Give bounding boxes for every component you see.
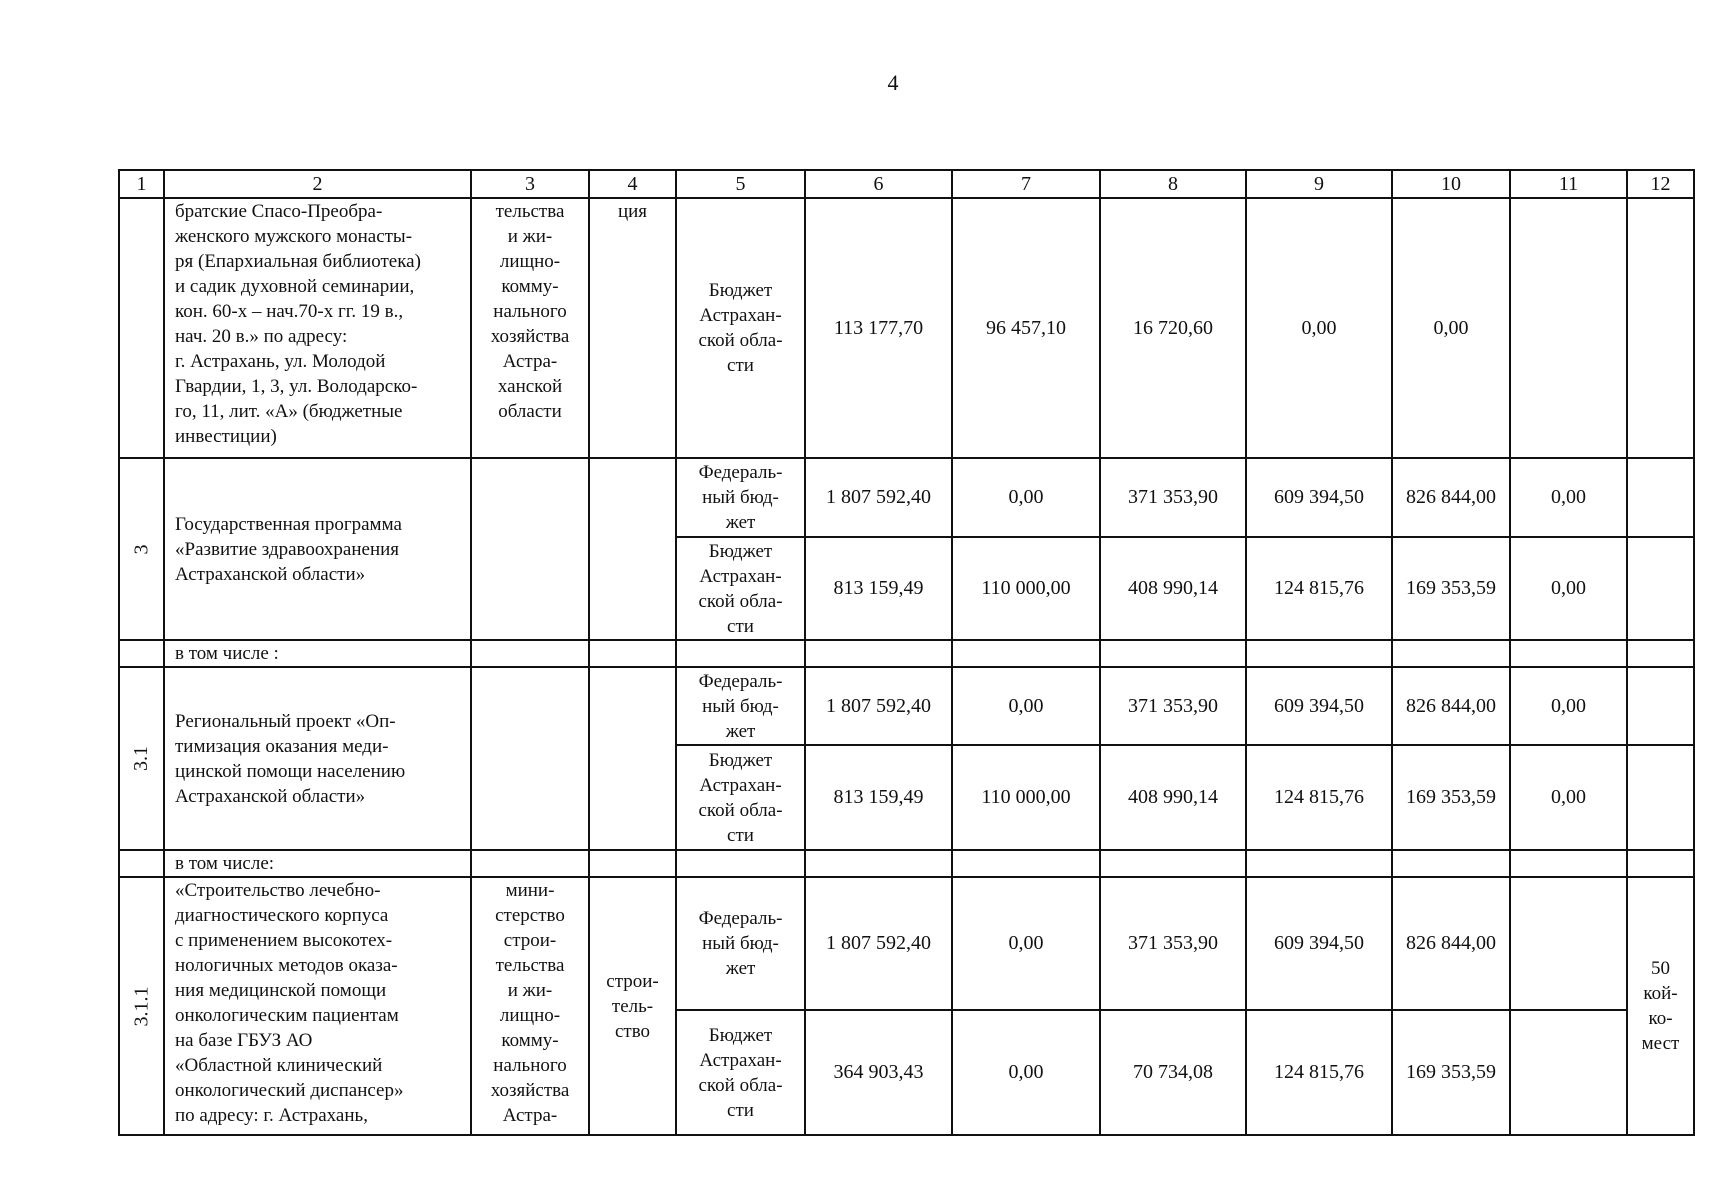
value-cell: 408 990,14 xyxy=(1100,537,1246,640)
funding-source-cell: Федераль- ный бюд- жет xyxy=(676,458,805,537)
row-number-cell xyxy=(119,198,164,458)
value-cell xyxy=(1627,667,1694,745)
empty-cell xyxy=(676,640,805,667)
value-cell: 1 807 592,40 xyxy=(805,877,952,1010)
empty-cell xyxy=(805,850,952,877)
value-cell: 609 394,50 xyxy=(1246,458,1392,537)
value-cell: 0,00 xyxy=(1392,198,1510,458)
value-cell: 813 159,49 xyxy=(805,537,952,640)
empty-cell xyxy=(1510,850,1627,877)
value-cell: 371 353,90 xyxy=(1100,458,1246,537)
value-cell: 70 734,08 xyxy=(1100,1010,1246,1135)
table-row xyxy=(119,877,1694,1010)
value-cell: 0,00 xyxy=(1510,745,1627,850)
value-cell: 0,00 xyxy=(952,1010,1100,1135)
work-type-cell: строи- тель- ство xyxy=(589,877,676,1135)
value-cell: 110 000,00 xyxy=(952,537,1100,640)
object-name-cell: Региональный проект «Оп- тимизация оказания меди- цинской помощи населению Астраханской области» xyxy=(164,667,471,850)
value-cell: 1 807 592,40 xyxy=(805,458,952,537)
row-number: 3.1 xyxy=(130,746,152,771)
value-cell: 0,00 xyxy=(1246,198,1392,458)
responsible-org-cell: мини- стерство строи- тельства и жи- лищно- комму- нального хозяйства Астра- xyxy=(471,877,589,1135)
value-cell: 169 353,59 xyxy=(1392,537,1510,640)
value-cell: 813 159,49 xyxy=(805,745,952,850)
page-number: 4 xyxy=(887,70,899,95)
funding-source-cell: Федераль- ный бюд- жет xyxy=(676,877,805,1010)
value-cell: 826 844,00 xyxy=(1392,667,1510,745)
value-cell: 0,00 xyxy=(1510,537,1627,640)
column-header: 2 xyxy=(164,170,471,198)
value-cell: 169 353,59 xyxy=(1392,745,1510,850)
value-cell xyxy=(1627,537,1694,640)
column-header: 9 xyxy=(1246,170,1392,198)
result-cell: 50 кой- ко- мест xyxy=(1627,877,1694,1135)
including-label: в том числе: xyxy=(164,850,471,877)
object-name-cell: Государственная программа «Развитие здравоохранения Астраханской области» xyxy=(164,458,471,640)
value-cell: 371 353,90 xyxy=(1100,667,1246,745)
responsible-org-cell xyxy=(471,458,589,640)
value-cell xyxy=(1627,745,1694,850)
column-header: 1 xyxy=(119,170,164,198)
value-cell: 826 844,00 xyxy=(1392,877,1510,1010)
value-cell xyxy=(1627,198,1694,458)
work-type-cell xyxy=(589,458,676,640)
value-cell: 110 000,00 xyxy=(952,745,1100,850)
column-header: 3 xyxy=(471,170,589,198)
empty-cell xyxy=(1246,640,1392,667)
row-number: 3 xyxy=(130,544,152,554)
row-number: 3.1.1 xyxy=(130,986,152,1026)
value-cell xyxy=(1627,458,1694,537)
responsible-org-cell xyxy=(471,667,589,850)
empty-cell xyxy=(676,850,805,877)
empty-cell xyxy=(1627,640,1694,667)
value-cell: 124 815,76 xyxy=(1246,537,1392,640)
object-name-cell: братские Спасо-Преобра- женского мужского монасты- ря (Епархиальная библиотека) и садик духовной семинарии, кон. 60-х – нач.70-х гг. 19 в., нач. 20 в.» по адресу: г. Астрахань, ул. Молодой Гвардии, 1, 3, ул. Володарско- го, 11, лит. «А» (бюджетные инвестиции) xyxy=(164,198,471,458)
column-number-row xyxy=(119,170,1694,198)
funding-source-cell: Федераль- ный бюд- жет xyxy=(676,667,805,745)
funding-source-cell: Бюджет Астрахан- ской обла- сти xyxy=(676,745,805,850)
row-number-cell xyxy=(119,850,164,877)
column-header: 8 xyxy=(1100,170,1246,198)
empty-cell xyxy=(1627,850,1694,877)
budget-table xyxy=(118,169,1695,1136)
value-cell: 1 807 592,40 xyxy=(805,667,952,745)
funding-source-cell: Бюджет Астрахан- ской обла- сти xyxy=(676,198,805,458)
empty-cell xyxy=(471,850,589,877)
row-number-cell xyxy=(119,640,164,667)
column-header: 12 xyxy=(1627,170,1694,198)
including-label: в том числе : xyxy=(164,640,471,667)
column-header: 6 xyxy=(805,170,952,198)
column-header: 4 xyxy=(589,170,676,198)
value-cell: 169 353,59 xyxy=(1392,1010,1510,1135)
value-cell: 826 844,00 xyxy=(1392,458,1510,537)
empty-cell xyxy=(952,640,1100,667)
value-cell: 364 903,43 xyxy=(805,1010,952,1135)
value-cell: 124 815,76 xyxy=(1246,1010,1392,1135)
responsible-org-cell: тельства и жи- лищно- комму- нального хозяйства Астра- ханской области xyxy=(471,198,589,458)
funding-source-cell: Бюджет Астрахан- ской обла- сти xyxy=(676,537,805,640)
empty-cell xyxy=(805,640,952,667)
value-cell: 0,00 xyxy=(952,877,1100,1010)
row-number-cell xyxy=(119,667,164,850)
column-header: 5 xyxy=(676,170,805,198)
value-cell: 124 815,76 xyxy=(1246,745,1392,850)
value-cell: 609 394,50 xyxy=(1246,667,1392,745)
row-number-cell xyxy=(119,877,164,1135)
value-cell: 0,00 xyxy=(952,667,1100,745)
value-cell xyxy=(1510,1010,1627,1135)
value-cell: 0,00 xyxy=(1510,458,1627,537)
empty-cell xyxy=(589,640,676,667)
empty-cell xyxy=(952,850,1100,877)
column-header: 11 xyxy=(1510,170,1627,198)
value-cell: 609 394,50 xyxy=(1246,877,1392,1010)
column-header: 7 xyxy=(952,170,1100,198)
value-cell xyxy=(1510,198,1627,458)
work-type-cell xyxy=(589,667,676,850)
table-row xyxy=(119,667,1694,745)
empty-cell xyxy=(1100,850,1246,877)
value-cell: 16 720,60 xyxy=(1100,198,1246,458)
empty-cell xyxy=(1392,640,1510,667)
empty-cell xyxy=(589,850,676,877)
value-cell: 0,00 xyxy=(952,458,1100,537)
value-cell: 96 457,10 xyxy=(952,198,1100,458)
value-cell: 371 353,90 xyxy=(1100,877,1246,1010)
value-cell: 408 990,14 xyxy=(1100,745,1246,850)
column-header: 10 xyxy=(1392,170,1510,198)
work-type-cell: ция xyxy=(589,198,676,458)
value-cell: 113 177,70 xyxy=(805,198,952,458)
empty-cell xyxy=(1510,640,1627,667)
empty-cell xyxy=(471,640,589,667)
object-name-cell: «Строительство лечебно- диагностического корпуса с применением высокотех- нологичных методов оказа- ния медицинской помощи онкологическим пациентам на базе ГБУЗ АО «Областной клинический онкологический диспансер» по адресу: г. Астрахань, xyxy=(164,877,471,1135)
value-cell: 0,00 xyxy=(1510,667,1627,745)
empty-cell xyxy=(1246,850,1392,877)
empty-cell xyxy=(1100,640,1246,667)
funding-source-cell: Бюджет Астрахан- ской обла- сти xyxy=(676,1010,805,1135)
table-row xyxy=(119,850,1694,877)
table-row xyxy=(119,640,1694,667)
value-cell xyxy=(1510,877,1627,1010)
row-number-cell xyxy=(119,458,164,640)
table-row xyxy=(119,198,1694,458)
table-row xyxy=(119,458,1694,537)
empty-cell xyxy=(1392,850,1510,877)
